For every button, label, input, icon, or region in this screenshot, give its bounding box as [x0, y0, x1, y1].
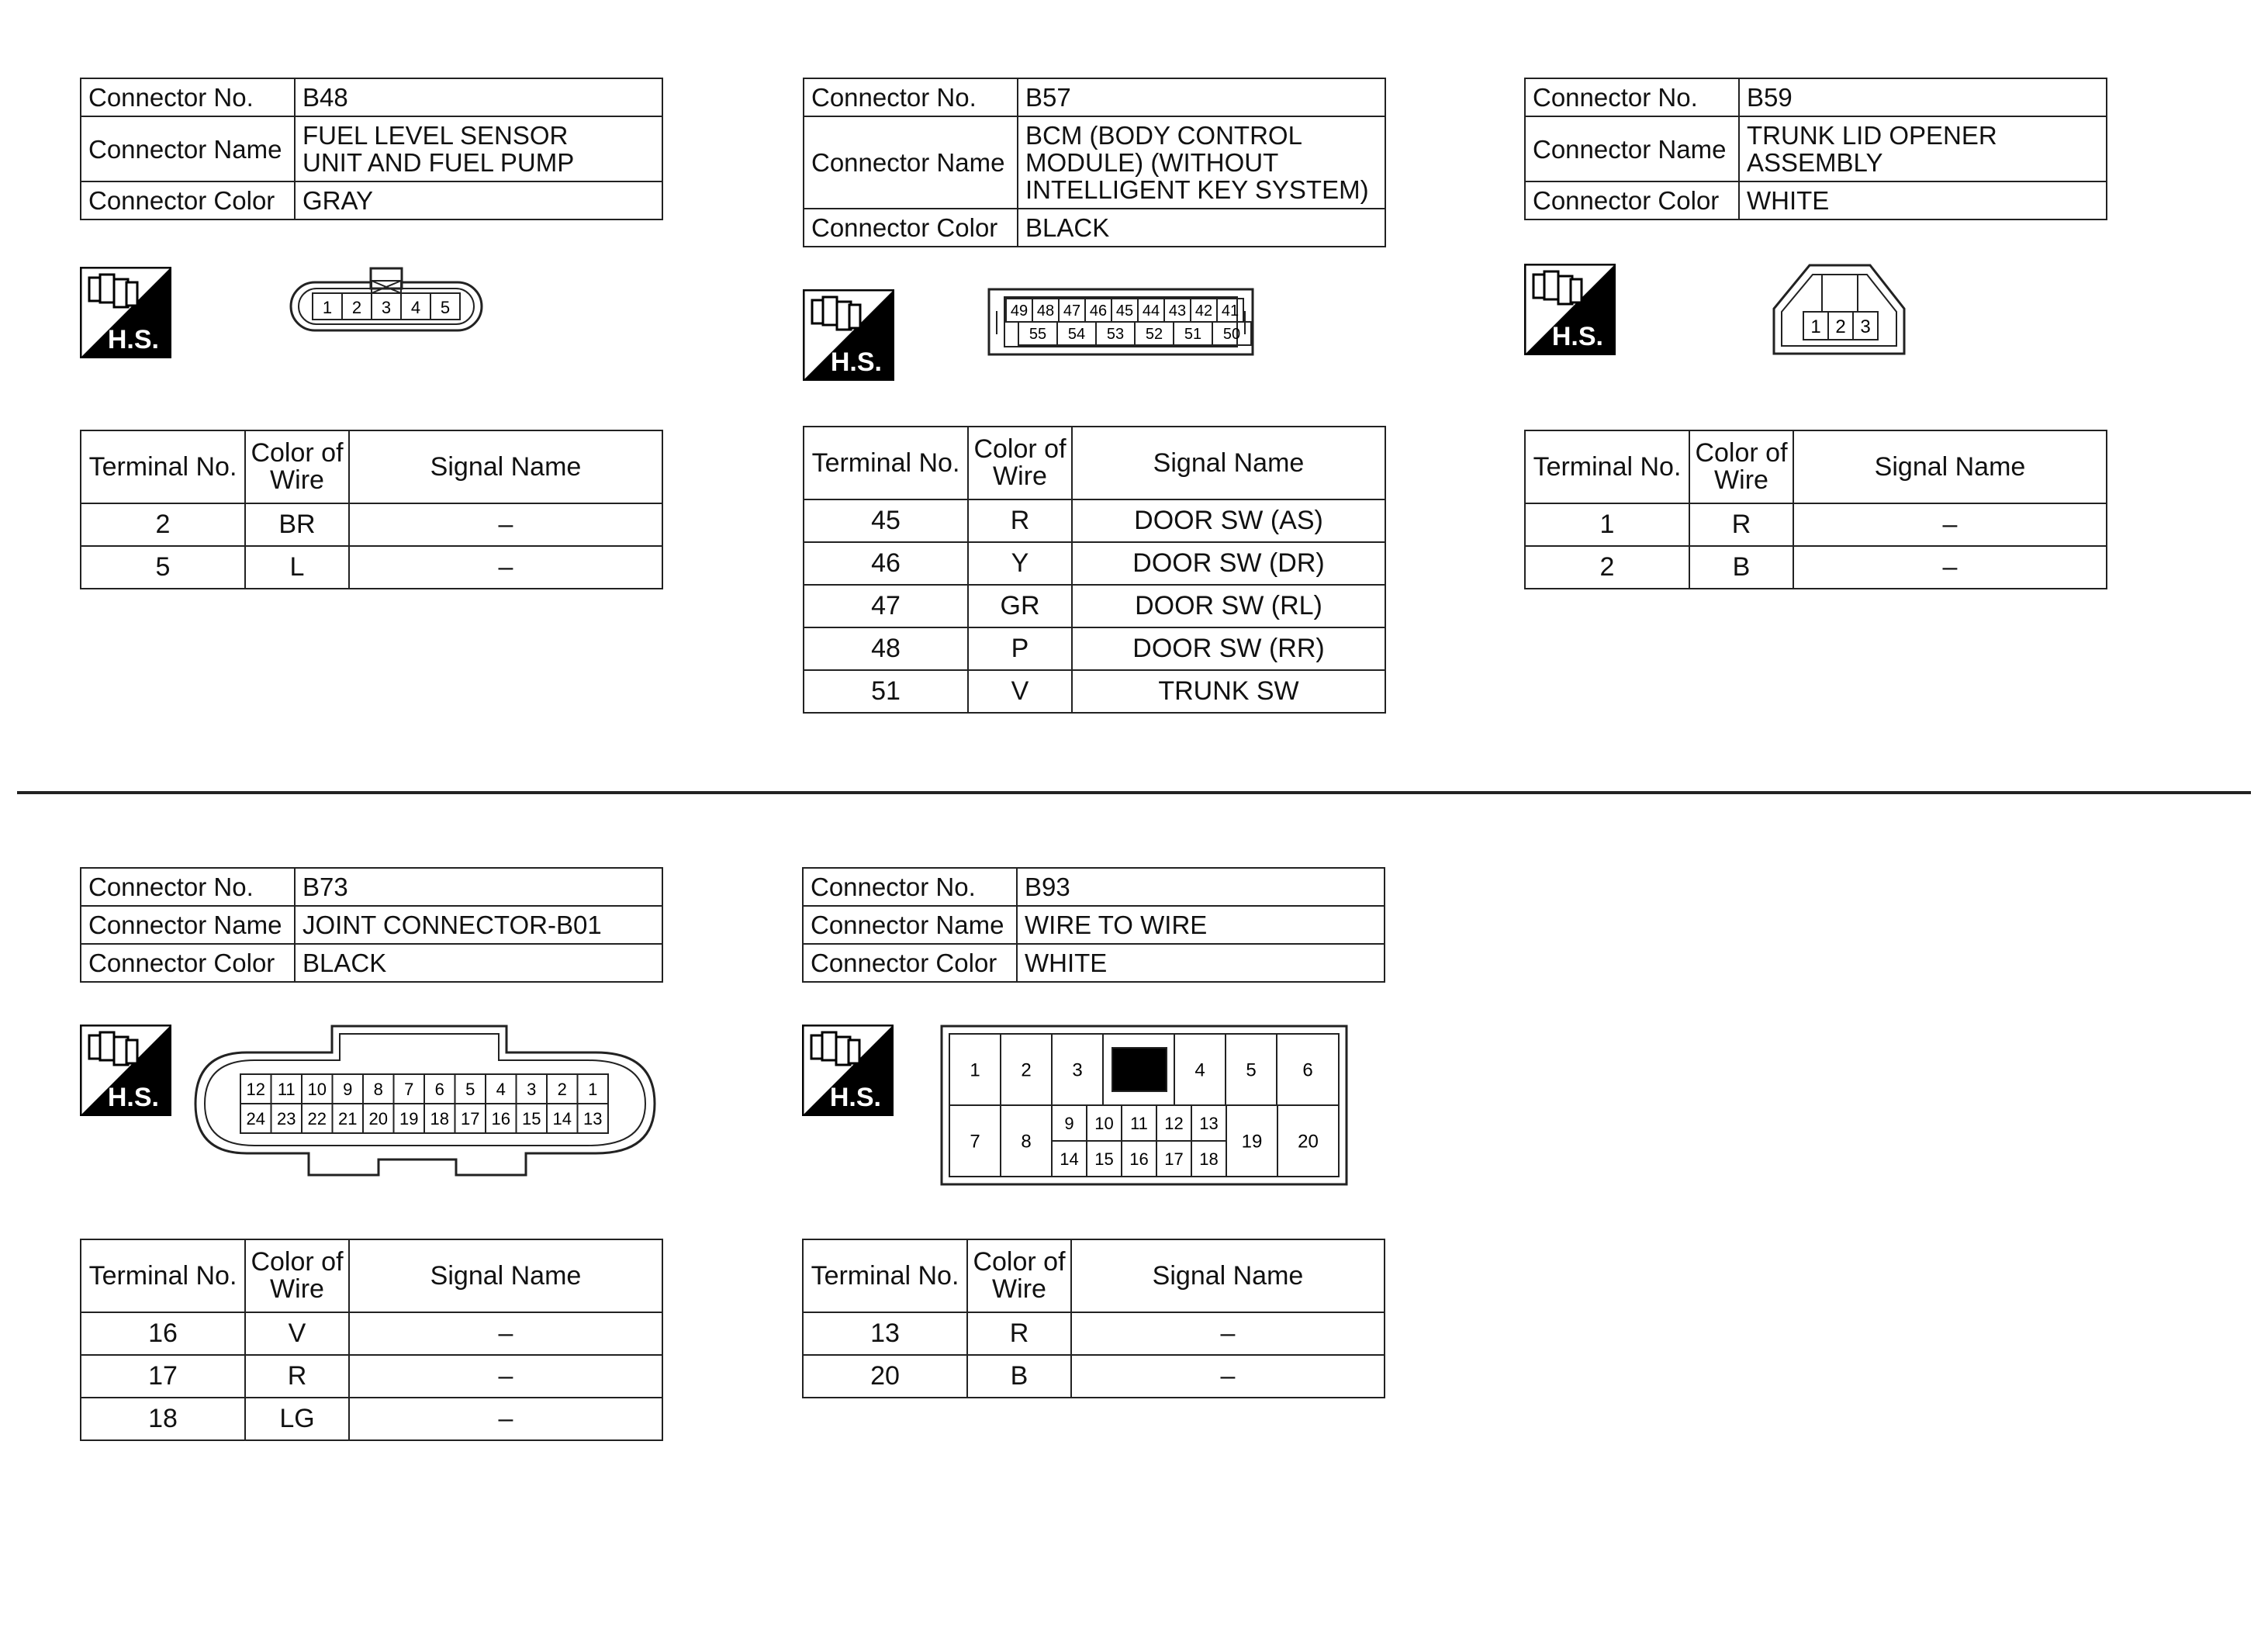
pin-label: 3	[381, 298, 392, 317]
terminal-cell: 18	[81, 1398, 245, 1440]
wire-cell: BR	[245, 503, 349, 546]
pin-label: 2	[351, 298, 362, 317]
connector-name-line: MODULE) (WITHOUT	[1025, 148, 1279, 177]
pin-label: 4	[410, 298, 421, 317]
connector-diagram	[80, 983, 663, 1239]
table-row	[1525, 503, 2107, 546]
connector-name-line: BCM (BODY CONTROL	[1025, 121, 1302, 150]
wire-color-header-line: Color of	[251, 438, 344, 468]
pin-label: 6	[434, 1079, 444, 1099]
harness-side-icon	[80, 1025, 171, 1116]
pin-label: 5	[465, 1079, 475, 1099]
pin-label: 4	[1194, 1059, 1205, 1081]
wire-color-header	[1689, 430, 1793, 503]
pin-label: 21	[338, 1108, 358, 1128]
pin-label: 6	[1302, 1059, 1313, 1081]
signal-cell: –	[1071, 1355, 1385, 1398]
connector-block-b59	[1524, 78, 2107, 589]
pin-label: 8	[1021, 1131, 1032, 1153]
pin-label: 7	[970, 1131, 980, 1153]
pin-label: 44	[1142, 302, 1160, 320]
signal-cell: DOOR SW (RR)	[1072, 627, 1385, 670]
pin-label: 15	[1094, 1149, 1114, 1169]
pin-label: 53	[1106, 326, 1125, 344]
pin-label: 52	[1145, 326, 1163, 344]
signal-name-header: Signal Name	[1793, 430, 2107, 503]
pin-label: 18	[430, 1108, 449, 1128]
connector-no-value: B57	[1018, 78, 1385, 116]
pin-label: 15	[522, 1108, 541, 1128]
wire-cell: L	[245, 546, 349, 589]
section-divider	[17, 791, 2251, 794]
pin-label: 19	[399, 1108, 419, 1128]
connector-block-b48	[80, 78, 663, 589]
pin-label: 55	[1029, 326, 1047, 344]
connector-name-line: ASSEMBLY	[1747, 148, 1883, 177]
connector-color-label: Connector Color	[81, 181, 295, 219]
pin-label: 1	[588, 1079, 598, 1099]
connector-no-label: Connector No.	[1525, 78, 1739, 116]
pin-label: 11	[277, 1079, 296, 1099]
connector-color-value: WHITE	[1739, 181, 2107, 219]
wire-color-header-line: Wire	[270, 1274, 324, 1304]
wire-cell: GR	[968, 585, 1072, 627]
connector-b48-face	[289, 264, 491, 341]
pin-label: 2	[557, 1079, 567, 1099]
table-row	[804, 499, 1385, 542]
table-row	[804, 542, 1385, 585]
pin-label: 12	[1164, 1113, 1184, 1133]
terminal-cell: 20	[803, 1355, 967, 1398]
pin-label: 3	[1072, 1059, 1083, 1081]
terminal-cell: 2	[1525, 546, 1689, 589]
hs-badge-text: H.S.	[107, 1083, 159, 1112]
signal-name-header: Signal Name	[349, 430, 662, 503]
connector-diagram	[80, 220, 663, 430]
table-row	[81, 1398, 662, 1440]
pin-label: 3	[1860, 316, 1871, 337]
pin-label: 45	[1115, 302, 1134, 320]
pin-label: 12	[246, 1079, 265, 1099]
terminal-cell: 5	[81, 546, 245, 589]
wire-color-header-line: Color of	[1695, 438, 1788, 468]
wire-color-header	[245, 1239, 349, 1312]
pin-label: 18	[1199, 1149, 1219, 1169]
terminal-cell: 51	[804, 670, 968, 713]
wire-cell: B	[967, 1355, 1071, 1398]
connector-no-value: B93	[1017, 868, 1385, 906]
connector-name-value: WIRE TO WIRE	[1017, 906, 1385, 944]
pin-label: 5	[1246, 1059, 1257, 1081]
signal-cell: DOOR SW (RL)	[1072, 585, 1385, 627]
pin-label: 9	[1064, 1113, 1074, 1133]
connector-block-b57	[803, 78, 1386, 714]
terminal-table	[802, 1239, 1385, 1398]
hs-badge-text: H.S.	[1551, 322, 1603, 351]
wire-cell: R	[245, 1355, 349, 1398]
terminal-cell: 47	[804, 585, 968, 627]
pin-label: 17	[1164, 1149, 1184, 1169]
signal-cell: –	[349, 546, 662, 589]
terminal-table	[1524, 430, 2107, 589]
connector-name-label: Connector Name	[804, 116, 1018, 209]
connector-diagram	[803, 247, 1386, 426]
table-row	[81, 546, 662, 589]
terminal-cell: 45	[804, 499, 968, 542]
connector-color-label: Connector Color	[1525, 181, 1739, 219]
connector-color-label: Connector Color	[803, 944, 1017, 982]
connector-name-label: Connector Name	[81, 906, 295, 944]
connector-info-table	[80, 867, 663, 983]
blank-cavity	[1112, 1048, 1167, 1091]
connector-name-label: Connector Name	[1525, 116, 1739, 181]
terminal-no-header: Terminal No.	[803, 1239, 967, 1312]
connector-color-label: Connector Color	[81, 944, 295, 982]
connector-block-b73	[80, 867, 663, 1441]
terminal-no-header: Terminal No.	[81, 430, 245, 503]
harness-side-icon	[80, 267, 171, 358]
connector-name-value	[295, 116, 662, 181]
pin-label: 47	[1063, 302, 1081, 320]
connector-no-value: B48	[295, 78, 662, 116]
connector-name-line: UNIT AND FUEL PUMP	[303, 148, 575, 177]
table-row	[803, 1355, 1385, 1398]
pin-row-top	[1006, 299, 1243, 322]
connector-b57-face	[987, 288, 1259, 358]
wire-color-header	[245, 430, 349, 503]
connector-no-value: B59	[1739, 78, 2107, 116]
pin-label: 19	[1241, 1131, 1263, 1153]
pin-label: 3	[527, 1079, 537, 1099]
pin-label: 1	[322, 298, 333, 317]
wire-cell: V	[968, 670, 1072, 713]
pin-label: 43	[1168, 302, 1187, 320]
wire-cell: LG	[245, 1398, 349, 1440]
wire-color-header-line: Wire	[992, 1274, 1046, 1304]
signal-name-header: Signal Name	[349, 1239, 662, 1312]
connector-info-table	[803, 78, 1386, 247]
signal-cell: TRUNK SW	[1072, 670, 1385, 713]
pin-label: 41	[1221, 302, 1239, 320]
connector-block-b93	[802, 867, 1385, 1398]
connector-color-value: GRAY	[295, 181, 662, 219]
terminal-cell: 46	[804, 542, 968, 585]
terminal-cell: 48	[804, 627, 968, 670]
signal-cell: DOOR SW (AS)	[1072, 499, 1385, 542]
pin-label: 13	[1199, 1113, 1219, 1133]
connector-name-value	[1018, 116, 1385, 209]
connector-no-label: Connector No.	[803, 868, 1017, 906]
terminal-table	[803, 426, 1386, 714]
pin-label: 5	[440, 298, 451, 317]
terminal-table	[80, 430, 663, 589]
pin-label: 22	[307, 1108, 327, 1128]
table-row	[81, 1312, 662, 1355]
wire-cell: P	[968, 627, 1072, 670]
pin-label: 4	[496, 1079, 506, 1099]
wire-cell: B	[1689, 546, 1793, 589]
harness-side-icon	[1524, 264, 1616, 355]
signal-cell: –	[349, 1355, 662, 1398]
pin-label: 24	[246, 1108, 265, 1128]
pin-label: 16	[491, 1108, 510, 1128]
pin-label: 10	[307, 1079, 327, 1099]
pin-label: 42	[1194, 302, 1213, 320]
table-row	[804, 627, 1385, 670]
connector-b93-face	[940, 1025, 1351, 1187]
pin-label: 1	[970, 1059, 980, 1081]
signal-cell: –	[1793, 503, 2107, 546]
terminal-cell: 17	[81, 1355, 245, 1398]
pin-label: 2	[1835, 316, 1846, 337]
connector-color-value: BLACK	[1018, 209, 1385, 247]
table-row	[804, 585, 1385, 627]
wire-color-header-line: Color of	[973, 1247, 1066, 1277]
wire-color-header-line: Wire	[270, 465, 324, 495]
wire-color-header-line: Wire	[1714, 465, 1768, 495]
pin-label: 10	[1094, 1113, 1114, 1133]
pin-label: 14	[1060, 1149, 1079, 1169]
pin-label: 49	[1010, 302, 1029, 320]
pin-label: 17	[461, 1108, 480, 1128]
connector-name-line: FUEL LEVEL SENSOR	[303, 121, 569, 150]
connector-color-value: WHITE	[1017, 944, 1385, 982]
connector-color-label: Connector Color	[804, 209, 1018, 247]
wire-color-header-line: Color of	[973, 434, 1067, 464]
signal-cell: –	[1071, 1312, 1385, 1355]
wire-cell: Y	[968, 542, 1072, 585]
connector-no-label: Connector No.	[81, 868, 295, 906]
pin-label: 8	[373, 1079, 383, 1099]
pin-label: 23	[277, 1108, 296, 1128]
table-row	[1525, 546, 2107, 589]
pin-label: 20	[1298, 1131, 1319, 1153]
pin-label: 14	[552, 1108, 572, 1128]
terminal-no-header: Terminal No.	[1525, 430, 1689, 503]
connector-info-table	[802, 867, 1385, 983]
wire-cell: V	[245, 1312, 349, 1355]
pin-label: 16	[1129, 1149, 1149, 1169]
connector-name-line: TRUNK LID OPENER	[1747, 121, 1997, 150]
hs-badge-text: H.S.	[107, 325, 159, 354]
connector-b59-face	[1772, 262, 1912, 357]
terminal-table	[80, 1239, 663, 1441]
signal-name-header: Signal Name	[1071, 1239, 1385, 1312]
connector-no-label: Connector No.	[81, 78, 295, 116]
pin-label: 1	[1810, 316, 1821, 337]
pin-label: 20	[368, 1108, 388, 1128]
wire-color-header	[968, 427, 1072, 499]
signal-cell: –	[1793, 546, 2107, 589]
wire-color-header-line: Wire	[993, 461, 1047, 491]
table-row	[81, 1355, 662, 1398]
connector-no-value: B73	[295, 868, 662, 906]
connector-diagram	[802, 983, 1385, 1239]
connector-diagram	[1524, 220, 2107, 430]
signal-cell: –	[349, 1398, 662, 1440]
connector-no-label: Connector No.	[804, 78, 1018, 116]
pin-label: 54	[1067, 326, 1086, 344]
table-row	[803, 1312, 1385, 1355]
wire-color-header-line: Color of	[251, 1247, 344, 1277]
terminal-cell: 13	[803, 1312, 967, 1355]
harness-side-icon	[803, 289, 894, 381]
pin-label: 50	[1222, 326, 1241, 344]
connector-name-value	[1739, 116, 2107, 181]
signal-cell: –	[349, 1312, 662, 1355]
terminal-cell: 1	[1525, 503, 1689, 546]
connector-name-line: INTELLIGENT KEY SYSTEM)	[1025, 175, 1369, 204]
table-row	[804, 670, 1385, 713]
wire-cell: R	[968, 499, 1072, 542]
pin-label: 9	[343, 1079, 353, 1099]
pin-label: 51	[1184, 326, 1202, 344]
connector-b73-face	[192, 1023, 658, 1178]
harness-side-icon	[802, 1025, 894, 1116]
terminal-cell: 2	[81, 503, 245, 546]
terminal-cell: 16	[81, 1312, 245, 1355]
signal-cell: –	[349, 503, 662, 546]
connector-info-table	[80, 78, 663, 220]
connector-info-table	[1524, 78, 2107, 220]
signal-cell: DOOR SW (DR)	[1072, 542, 1385, 585]
terminal-no-header: Terminal No.	[81, 1239, 245, 1312]
table-row	[81, 503, 662, 546]
hs-badge-text: H.S.	[830, 347, 882, 377]
terminal-no-header: Terminal No.	[804, 427, 968, 499]
pin-label: 13	[583, 1108, 603, 1128]
pin-label: 7	[404, 1079, 414, 1099]
wire-color-header	[967, 1239, 1071, 1312]
wire-cell: R	[967, 1312, 1071, 1355]
wire-cell: R	[1689, 503, 1793, 546]
hs-badge-text: H.S.	[829, 1083, 881, 1112]
connector-color-value: BLACK	[295, 944, 662, 982]
signal-name-header: Signal Name	[1072, 427, 1385, 499]
connector-name-label: Connector Name	[803, 906, 1017, 944]
pin-label: 46	[1089, 302, 1108, 320]
connector-name-label: Connector Name	[81, 116, 295, 181]
pin-label: 11	[1130, 1113, 1148, 1133]
pin-label: 2	[1021, 1059, 1032, 1081]
pin-label: 48	[1036, 302, 1055, 320]
connector-name-value: JOINT CONNECTOR-B01	[295, 906, 662, 944]
